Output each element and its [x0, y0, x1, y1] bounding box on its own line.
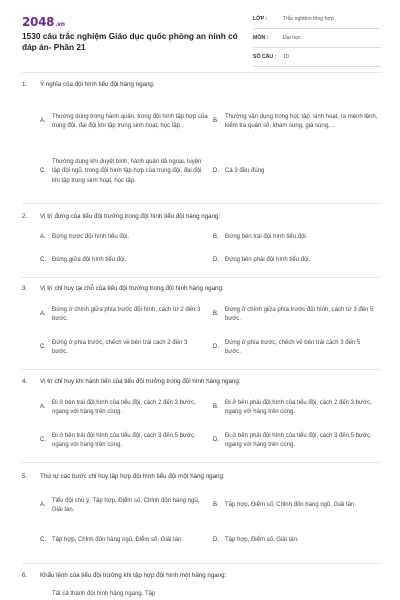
option-text: Đứng ở phía trước, chếch về bên trái cách 3 đến 5 bước. — [225, 339, 361, 355]
option-text: Đứng bên trái đội hình tiểu đội. — [225, 234, 308, 241]
question-number: 4. — [22, 378, 28, 385]
option-letter: C. — [40, 168, 46, 175]
question-text: Thứ tự các bước chỉ huy tập hợp đội hình tiểu đội một hàng ngang: — [40, 473, 225, 480]
option-letter: A. — [40, 118, 46, 125]
meta-label: MÔN : — [253, 35, 269, 41]
option-text: Đi ở bên trái đội hình của tiểu đội, cách 3 đến 5 bước, ngang với hàng trên cùng. — [52, 432, 196, 448]
option-c[interactable] — [40, 336, 202, 360]
option-letter: A. — [40, 311, 46, 318]
option-text: Đứng giữa đội hình tiểu đội. — [52, 257, 127, 264]
meta-row-subject — [253, 29, 381, 48]
option-d[interactable] — [213, 336, 375, 360]
question-number: 5. — [22, 473, 28, 480]
question-text: Vị trí chỉ huy khi hành tiến của tiểu đội trưởng trong đội hình hàng ngang: — [40, 378, 241, 385]
option-letter: D. — [213, 437, 219, 444]
option-b[interactable] — [213, 102, 380, 142]
question-text: Vị trí đứng của tiểu đội trưởng trong đội hình tiểu đội hàng ngang: — [40, 213, 221, 220]
option-letter: C. — [40, 344, 46, 351]
option-text: Tất cả thành đội hình hàng ngang, Tập — [52, 591, 156, 598]
option-a[interactable] — [40, 494, 204, 518]
question-4 — [22, 377, 382, 386]
question-number: 6. — [22, 572, 28, 579]
option-b[interactable] — [213, 396, 377, 420]
option-text: Đứng ở chính giữa phía trước đội hình, cách từ 2 đến 3 bước. — [52, 306, 201, 322]
option-letter: D. — [213, 168, 219, 175]
meta-label: SỐ CÂU : — [253, 54, 277, 60]
question-2 — [22, 212, 382, 221]
option-b[interactable] — [213, 303, 375, 327]
option-letter: B. — [213, 404, 219, 411]
divider — [22, 563, 382, 564]
option-d[interactable] — [213, 429, 377, 453]
question-1 — [22, 80, 382, 89]
option-letter: B. — [213, 118, 219, 125]
divider — [22, 72, 382, 73]
meta-label: LỚP : — [253, 16, 268, 22]
site-logo[interactable] — [22, 15, 65, 29]
question-3 — [22, 284, 382, 293]
question-number: 1. — [22, 81, 28, 88]
divider — [22, 369, 382, 370]
option-c[interactable] — [40, 255, 210, 267]
option-a[interactable] — [40, 396, 204, 420]
option-c[interactable] — [40, 429, 204, 453]
option-a[interactable] — [40, 102, 210, 142]
option-letter: B. — [213, 234, 219, 241]
option-letter: D. — [213, 537, 219, 544]
option-a[interactable] — [40, 590, 204, 600]
option-letter: B. — [213, 311, 219, 318]
document-header — [0, 0, 400, 70]
option-text: Tiểu đội chú ý, Tập hợp, Điểm số, Chỉnh đốn hàng ngũ, Giải tán. — [52, 497, 200, 513]
option-d[interactable] — [213, 529, 377, 553]
option-c[interactable] — [40, 148, 210, 196]
option-letter: A. — [40, 404, 46, 411]
divider — [22, 277, 382, 278]
option-text: Tập hợp, Điểm số, Chỉnh đốn hàng ngũ, Giải tán. — [225, 502, 357, 509]
option-text: Tập hợp, Chỉnh đốn hàng ngũ, Điểm số, Giải tán. — [52, 537, 184, 544]
option-c[interactable] — [40, 529, 204, 553]
option-letter: C. — [40, 257, 46, 264]
option-a[interactable] — [40, 303, 202, 327]
option-text: Đứng bên phải đội hình tiểu đội. — [225, 257, 311, 264]
meta-value: Đại học — [283, 35, 301, 41]
option-text: Thường dùng khi duyệt binh, hành quân dã ngoại, luyện tập đội ngũ, trong đội hình tập hợp của trung đội, đại đội khi tập trung sinh hoạt, học tập. — [52, 158, 202, 184]
question-6 — [22, 571, 382, 580]
option-text: Đi ở bên phải đội hình của tiểu đội, cách 3 đến 5 bước, ngang với hàng trên cùng. — [225, 432, 372, 448]
divider — [22, 203, 382, 204]
option-text: Đứng ở phía trước, chếch về bên trái cách 2 đến 3 bước. — [52, 339, 188, 355]
question-text: Vị trí chỉ huy tại chỗ của tiểu đội trưởng trong đội hình hàng ngang: — [40, 285, 224, 292]
meta-row-class — [253, 10, 381, 29]
logo-suffix: .vn — [55, 21, 65, 28]
meta-info — [253, 10, 381, 67]
option-letter: B. — [213, 502, 219, 509]
option-letter: C. — [40, 437, 46, 444]
question-number: 2. — [22, 213, 28, 220]
meta-value: 10 — [283, 54, 289, 60]
option-text: Đứng ở chính giữa phía trước đội hình, cách từ 3 đến 5 bước. — [225, 306, 374, 322]
divider — [22, 462, 382, 463]
meta-row-count — [253, 48, 381, 67]
option-letter: C. — [40, 537, 46, 544]
option-letter: A. — [40, 234, 46, 241]
option-text: Đi ở bên phải đội hình của tiểu đội, cách 2 đến 3 bước, ngang với hàng trên cùng. — [225, 399, 372, 415]
question-5 — [22, 472, 382, 481]
option-text: Thường vận dụng trong học tập, sinh hoạt, ra mệnh lệnh, kiểm tra quân số, khám súng, giá súng,... — [225, 113, 378, 129]
option-letter: D. — [213, 257, 219, 264]
option-text: Tập hợp, Điểm số, Giải tán. — [225, 537, 299, 544]
option-d[interactable] — [213, 148, 380, 196]
option-b[interactable] — [213, 232, 380, 244]
option-b[interactable] — [213, 494, 377, 518]
question-text: Khẩu lệnh của tiểu đội trưởng khi tập hợp đội hình một hàng ngang: — [40, 572, 227, 579]
option-letter: D. — [213, 344, 219, 351]
document-title: 1530 câu trắc nghiệm Giáo dục quốc phòng an ninh có đáp án- Phần 21 — [22, 31, 238, 52]
question-text: Ý nghĩa của đội hình tiểu đội hàng ngang: — [40, 81, 155, 88]
option-letter: A. — [40, 502, 46, 509]
option-text: Đi ở bên trái đội hình của tiểu đội, cách 2 đến 3 bước, ngang với hàng trên cùng. — [52, 399, 196, 415]
meta-value: Trắc nghiệm tổng hợp — [283, 16, 334, 22]
option-a[interactable] — [40, 232, 210, 244]
option-d[interactable] — [213, 255, 380, 267]
logo-text: 2048 — [22, 15, 55, 29]
question-number: 3. — [22, 285, 28, 292]
option-text: Thường dùng trong hành quân, trong đội hình tập hợp của trung đội, đại đội khi tập trung sinh hoạt, học tập. — [52, 113, 208, 129]
option-text: Đứng trước đội hình tiểu đội. — [52, 234, 130, 241]
option-text: Cả 3 đều đúng — [225, 168, 265, 175]
